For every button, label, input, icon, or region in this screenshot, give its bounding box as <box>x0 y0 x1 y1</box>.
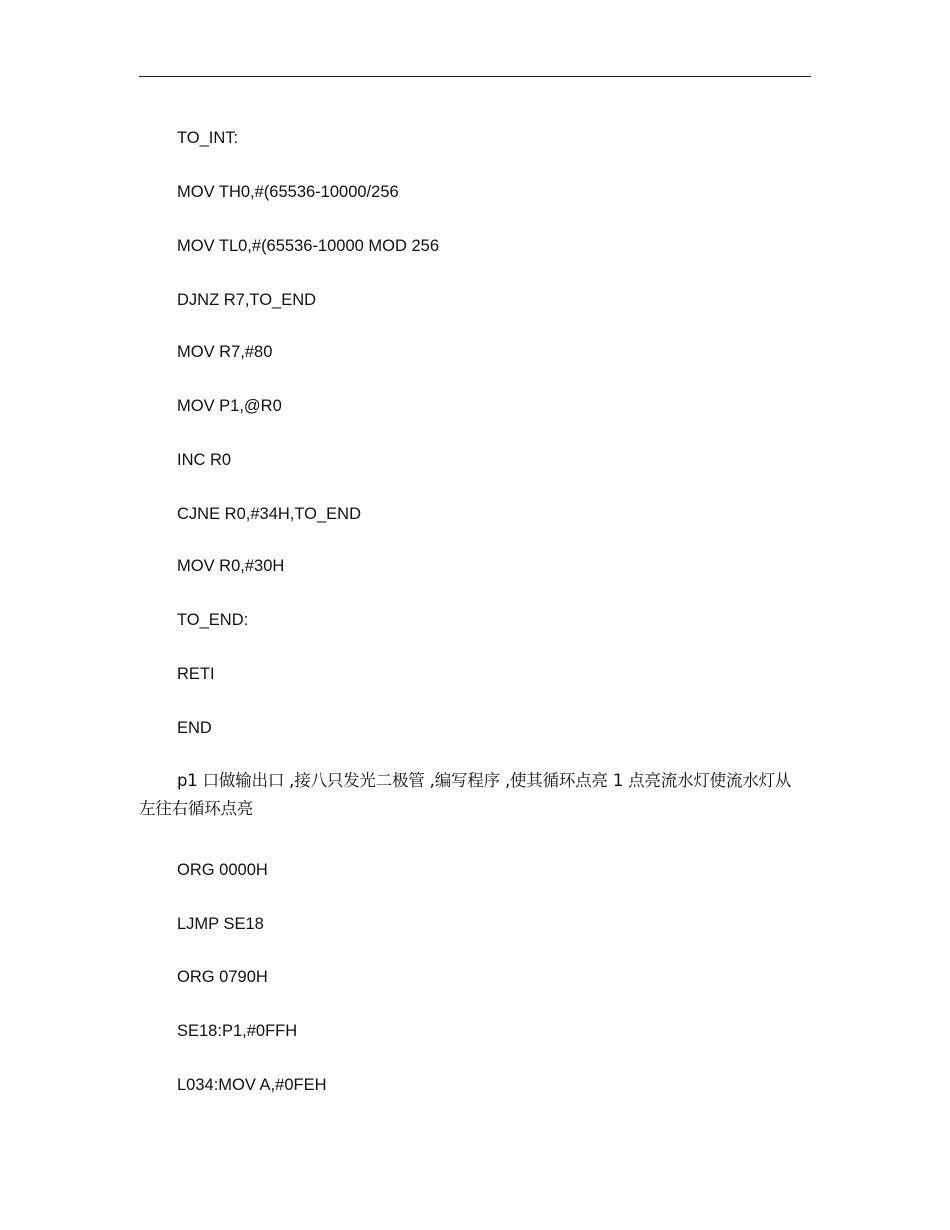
code-line: L034:MOV A,#0FEH <box>177 1076 327 1094</box>
code-line: MOV P1,@R0 <box>177 397 282 415</box>
code-line: ORG 0000H <box>177 861 268 879</box>
code-line: TO_INT: <box>177 129 239 147</box>
code-line: ORG 0790H <box>177 968 268 986</box>
code-line: SE18:P1,#0FFH <box>177 1022 298 1040</box>
code-line: TO_END: <box>177 611 249 629</box>
code-line: LJMP SE18 <box>177 915 264 933</box>
description-paragraph: p1 口做输出口 ,接八只发光二极管 ,编写程序 ,使其循环点亮 1 点亮流水灯使流水灯从左往右循环点亮 <box>139 771 792 818</box>
code-line: MOV R7,#80 <box>177 343 273 361</box>
code-line: MOV TH0,#(65536-10000/256 <box>177 183 399 201</box>
code-line: MOV R0,#30H <box>177 557 285 575</box>
code-line: DJNZ R7,TO_END <box>177 291 317 309</box>
code-line: MOV TL0,#(65536-10000 MOD 256 <box>177 237 440 255</box>
code-line: INC R0 <box>177 451 232 469</box>
code-line: RETI <box>177 665 215 683</box>
header-rule <box>139 76 811 77</box>
code-line: END <box>177 719 212 737</box>
code-line: CJNE R0,#34H,TO_END <box>177 505 362 523</box>
